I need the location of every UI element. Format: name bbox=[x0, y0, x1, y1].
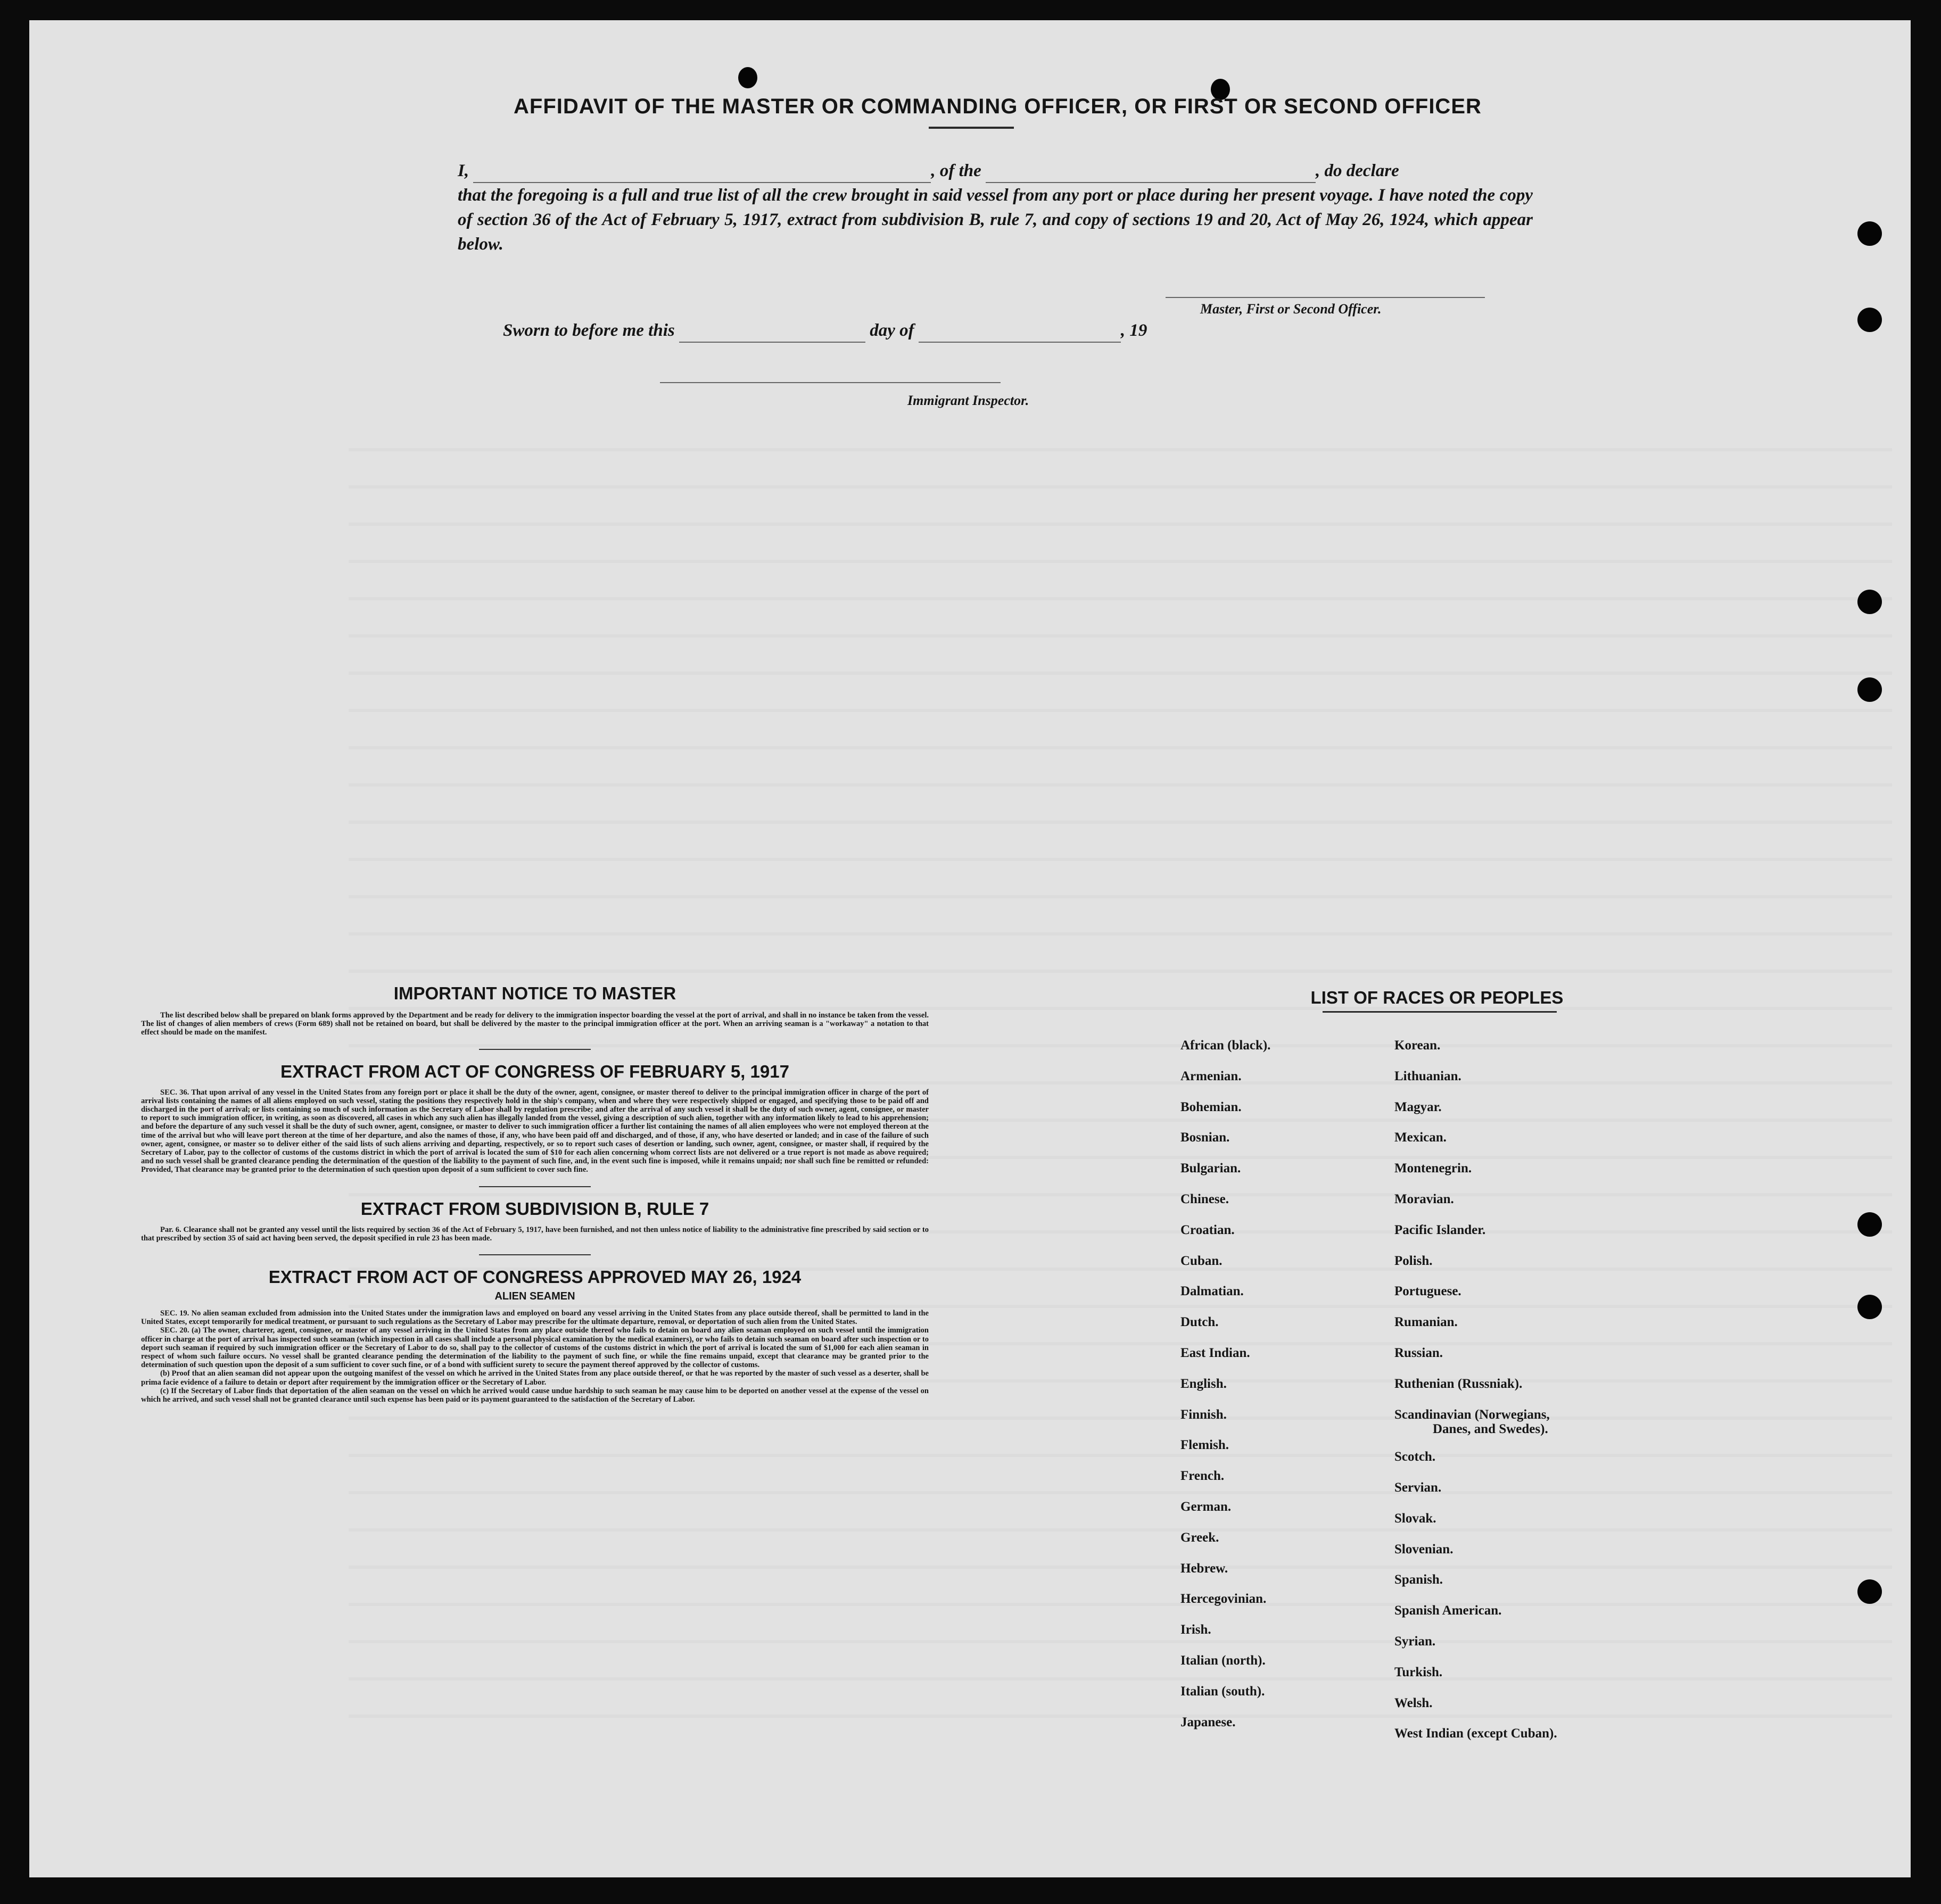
sec20a-text: SEC. 20. (a) The owner, charterer, agent, consignee, or master of any vessel arriving in the United States from any place outside thereof who fails to detain on board any alien seaman employed on such vessel until the immigration officer in charge at the port of arrival has inspected such seaman (which inspection in all cases shall include a personal physical examination by the medical examiners), or who fails to detain such seaman on board after such inspection or to deport such seaman if required by such immigration officer or the Secretary of Labor to do so, shall pay to the collector of customs of the customs district in which the port of arrival is located the sum of $1,000 for each alien seaman in respect of whom such failure occurs. No vessel shall be granted clearance pending the determination of the liability to the payment of such fine, or while the fine remains unpaid, except that clearance may be granted prior to the determination of such question upon the deposit of a sum sufficient to cover such fine, or of a bond with sufficient surety to secure the payment thereof approved by the collector of customs. bbox=[141, 1326, 929, 1370]
of-the-label: , of the bbox=[931, 161, 981, 180]
punch-hole-mark bbox=[1857, 677, 1882, 702]
sworn-line bbox=[503, 318, 1248, 343]
race-item: German. bbox=[1180, 1499, 1232, 1514]
document-page bbox=[29, 20, 1911, 1877]
inspector-label: Immigrant Inspector. bbox=[907, 393, 1029, 408]
master-signature-label: Master, First or Second Officer. bbox=[1200, 301, 1382, 317]
race-item: Chinese. bbox=[1180, 1191, 1229, 1206]
race-item: Portuguese. bbox=[1394, 1284, 1461, 1299]
notice-text: The list described below shall be prepared on blank forms approved by the Department and be ready for delivery to the immigration inspector boarding the vessel at the port of arrival, and shall in no instance be taken from the vessel. The list of changes of alien members of crews (Form 689) shall not be retained on board, but shall be delivered by the master to the principal immigration officer at the port. When an arriving seaman is a "workaway" a notation to that effect should be made on the manifest. bbox=[141, 1011, 929, 1037]
race-item: Dutch. bbox=[1180, 1315, 1219, 1330]
race-item: Polish. bbox=[1394, 1253, 1433, 1268]
notice-title: IMPORTANT NOTICE TO MASTER bbox=[393, 983, 676, 1003]
race-item: Montenegrin. bbox=[1394, 1161, 1472, 1176]
race-item: Syrian. bbox=[1394, 1634, 1436, 1649]
divider bbox=[479, 1254, 591, 1255]
race-item: Slovenian. bbox=[1394, 1542, 1453, 1557]
race-item: Hercegovinian. bbox=[1180, 1592, 1267, 1607]
punch-hole-mark bbox=[1857, 1579, 1882, 1604]
day-blank bbox=[679, 326, 865, 343]
race-item: Italian (south). bbox=[1180, 1684, 1265, 1699]
punch-hole-mark bbox=[1857, 221, 1882, 246]
race-item: Moravian. bbox=[1394, 1191, 1454, 1206]
race-item: Lithuanian. bbox=[1394, 1069, 1461, 1083]
race-item: Rumanian. bbox=[1394, 1315, 1458, 1330]
sec20c-text: (c) If the Secretary of Labor finds that deportation of the alien seaman on the vessel on which he arrived would cause undue hardship to such seaman he may cause him to be deported on another vessel at the expense of the vessel on which he arrived, and such vessel shall not be granted clearance until such expense has been paid or its payment guaranteed to the satisfaction of the Secretary of Labor. bbox=[141, 1386, 929, 1404]
affidavit-title: AFFIDAVIT OF THE MASTER OR COMMANDING OFFICER, OR FIRST OR SECOND OFFICER bbox=[514, 95, 1482, 118]
sworn-label: Sworn to before me this bbox=[503, 321, 675, 340]
race-item: Japanese. bbox=[1180, 1715, 1236, 1729]
race-item: African (black). bbox=[1180, 1038, 1271, 1053]
race-item: Korean. bbox=[1394, 1038, 1441, 1053]
do-declare-label: , do declare bbox=[1316, 161, 1399, 180]
sec20b-text: (b) Proof that an alien seaman did not appear upon the outgoing manifest of the vessel on which he arrived in the United States from any place outside thereof, or that he was reported by the master of such vessel as a deserter, shall be prima facie evidence of a failure to detain or deport after requirement by the immigration officer or the Secretary of Labor. bbox=[141, 1369, 929, 1387]
extract-1917-text: SEC. 36. That upon arrival of any vessel in the United States from any foreign port or place it shall be the duty of the owner, agent, consignee, or master thereof to deliver to the principal immigration officer in charge of the port of arrival lists containing the names of all aliens employed on such vessel, stating the positions they respectively hold in the ship's company, when and where they were respectively shipped or engaged, and specifying those to be paid off and discharged in the port of arrival; or lists containing so much of such information as the Secretary of Labor shall by regulation prescribe; and after the arrival of any such vessel it shall be the duty of such owner, agent, consignee, or master to report to such immigration officer, in writing, as soon as discovered, all cases in which any such alien has illegally landed from the vessel, giving a description of such alien, together with any information likely to lead to his apprehension; and before the departure of any such vessel it shall be the duty of such owner, agent, consignee, or master to deliver to such immigration officer a further list containing the names of all alien employees who were not employed thereon at the time of the arrival but who will leave port thereon at the time of her departure, and also the names of those, if any, who have been paid off and discharged, and of those, if any, who have deserted or landed; and in case of the failure of such owner, agent, consignee, or master so to deliver either of the said lists of such aliens arriving and departing, respectively, or so to report such cases of desertion or landing, such owner, agent, consignee, or master shall, if required by the Secretary of Labor, pay to the collector of customs of the customs district in which the port of arrival is located the sum of $10 for each alien concerning whom correct lists are not delivered or a true report is not made as above required; and no such vessel shall be granted clearance pending the determination of the question of the liability to the payment of such fine, and, in the event such fine is imposed, while it remains unpaid; nor shall such fine be remitted or refunded: Provided, That clearance may be granted prior to the determination of such question upon deposit of a sum sufficient to cover such fine. bbox=[141, 1088, 929, 1174]
race-item: Russian. bbox=[1394, 1345, 1443, 1360]
race-item: Dalmatian. bbox=[1180, 1284, 1244, 1299]
inspector-signature-line bbox=[660, 382, 1001, 383]
race-item: English. bbox=[1180, 1376, 1227, 1391]
race-item: French. bbox=[1180, 1469, 1225, 1484]
month-blank bbox=[919, 326, 1121, 343]
vessel-blank bbox=[986, 166, 1316, 183]
race-item: Scandinavian (Norwegians, bbox=[1394, 1407, 1550, 1422]
race-item: Danes, and Swedes). bbox=[1433, 1422, 1548, 1437]
affidavit-i-label: I, bbox=[458, 161, 469, 180]
race-item: Bohemian. bbox=[1180, 1099, 1242, 1114]
race-item: Slovak. bbox=[1394, 1511, 1436, 1526]
divider bbox=[1323, 1011, 1557, 1013]
extract-rule7-text: Par. 6. Clearance shall not be granted any vessel until the lists required by section 36 of the Act of February 5, 1917, have been furnished, and not then unless notice of liability to the administrative fine prescribed by said section or to that prescribed by section 35 of said act having been served, the deposit specified in rule 23 has been made. bbox=[141, 1225, 929, 1243]
races-right-list bbox=[1394, 1030, 1557, 1749]
day-of-label: day of bbox=[870, 321, 914, 340]
extract-1917-title: EXTRACT FROM ACT OF CONGRESS OF FEBRUARY 5, 1917 bbox=[280, 1061, 789, 1081]
extract-1924-title: EXTRACT FROM ACT OF CONGRESS APPROVED MAY 26, 1924 bbox=[268, 1267, 802, 1287]
race-item: Armenian. bbox=[1180, 1069, 1242, 1083]
race-item: Cuban. bbox=[1180, 1253, 1223, 1268]
extract-1917-body bbox=[141, 1088, 929, 1174]
punch-hole-mark bbox=[738, 67, 757, 88]
extract-rule7-body bbox=[141, 1226, 929, 1243]
race-item: Hebrew. bbox=[1180, 1561, 1228, 1576]
punch-hole-mark bbox=[1857, 308, 1882, 332]
race-item: Servian. bbox=[1394, 1480, 1442, 1495]
affidavit-body bbox=[458, 159, 1533, 256]
race-item: Scotch. bbox=[1394, 1450, 1436, 1464]
race-item: East Indian. bbox=[1180, 1345, 1250, 1360]
sec19-text: SEC. 19. No alien seaman excluded from admission into the United States under the immigration laws and employed on board any vessel arriving in the United States from any place outside thereof, shall be permitted to land in the United States, except temporarily for medical treatment, or pursuant to such regulations as the Secretary of Labor may prescribe for the ultimate departure, removal, or deportation of such alien from the United States. bbox=[141, 1309, 929, 1327]
punch-hole-mark bbox=[1857, 1295, 1882, 1319]
race-item: Flemish. bbox=[1180, 1438, 1229, 1453]
race-item: Greek. bbox=[1180, 1530, 1219, 1545]
race-item: Bulgarian. bbox=[1180, 1161, 1241, 1176]
master-signature-line bbox=[1166, 297, 1485, 298]
divider bbox=[479, 1186, 591, 1187]
races-left-list bbox=[1180, 1030, 1270, 1737]
race-item: Turkish. bbox=[1394, 1665, 1443, 1679]
race-item: Ruthenian (Russniak). bbox=[1394, 1376, 1523, 1391]
name-blank bbox=[473, 166, 931, 183]
race-item: Magyar. bbox=[1394, 1099, 1442, 1114]
affidavit-text: that the foregoing is a full and true list of all the crew brought in said vessel from any port or place during her present voyage. I have noted the copy of section 36 of the Act of February 5, 1917, extract from subdivision B, rule 7, and copy of sections 19 and 20, Act of May 26, 1924, which appear below. bbox=[458, 186, 1533, 254]
race-item: Italian (north). bbox=[1180, 1653, 1266, 1668]
race-item: Irish. bbox=[1180, 1622, 1211, 1637]
race-item: Finnish. bbox=[1180, 1407, 1227, 1422]
notice-body bbox=[141, 1011, 929, 1037]
race-item: Croatian. bbox=[1180, 1222, 1235, 1237]
race-item: Bosnian. bbox=[1180, 1130, 1230, 1145]
extract-1924-body bbox=[141, 1309, 929, 1404]
divider bbox=[479, 1049, 591, 1050]
race-item: Spanish. bbox=[1394, 1572, 1443, 1587]
race-item: Welsh. bbox=[1394, 1695, 1433, 1710]
punch-hole-mark bbox=[1857, 590, 1882, 614]
divider bbox=[929, 127, 1014, 129]
race-item: Spanish American. bbox=[1394, 1603, 1502, 1618]
race-item: Mexican. bbox=[1394, 1130, 1447, 1145]
race-item: Pacific Islander. bbox=[1394, 1222, 1486, 1237]
notices-column bbox=[141, 983, 929, 1404]
race-item: West Indian (except Cuban). bbox=[1394, 1726, 1557, 1741]
punch-hole-mark bbox=[1857, 1212, 1882, 1237]
extract-1924-subtitle: ALIEN SEAMEN bbox=[494, 1290, 575, 1303]
races-title: LIST OF RACES OR PEOPLES bbox=[1310, 988, 1564, 1007]
extract-rule7-title: EXTRACT FROM SUBDIVISION B, RULE 7 bbox=[360, 1198, 709, 1219]
year-label: , 19 bbox=[1120, 321, 1147, 340]
